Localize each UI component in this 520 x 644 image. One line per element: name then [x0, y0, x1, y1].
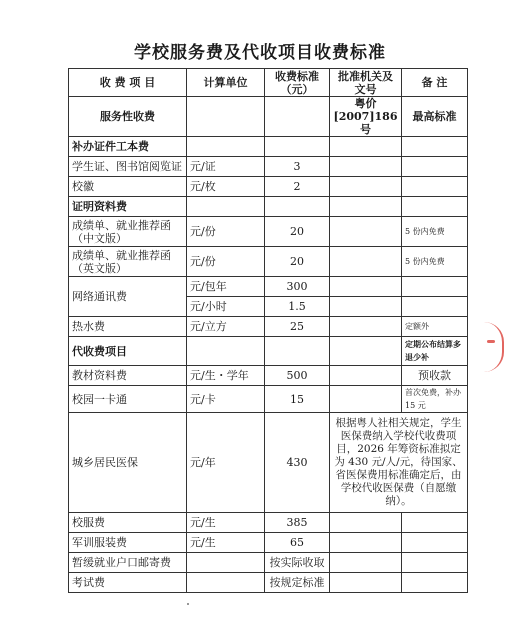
- row-standard: 3: [265, 157, 330, 177]
- row-item: 学生证、图书馆阅览证: [69, 157, 187, 177]
- row-standard: 2: [265, 177, 330, 197]
- row-item: 网络通讯费: [69, 277, 187, 317]
- row-unit: 元/份: [187, 247, 265, 277]
- document-title: 学校服务费及代收项目收费标准: [134, 43, 386, 63]
- table-row: [69, 317, 468, 337]
- table-row: [69, 413, 468, 513]
- service-row: [69, 97, 468, 137]
- section-proxy: 代收费项目: [69, 337, 187, 366]
- table-row: [69, 386, 468, 413]
- service-label: 服务性收费: [69, 97, 187, 137]
- row-item: 考试费: [69, 573, 187, 593]
- row-unit: 元/立方: [187, 317, 265, 337]
- row-unit: 元/生・学年: [187, 366, 265, 386]
- table-row: [69, 277, 468, 297]
- row-standard: 300: [265, 277, 330, 297]
- section-proxy-note: 定期公布结算多退少补: [402, 337, 468, 366]
- section-row: [69, 337, 468, 366]
- row-standard: 20: [265, 217, 330, 247]
- header-remark: 备 注: [402, 69, 468, 97]
- row-unit: 元/小时: [187, 297, 265, 317]
- row-unit: 元/卡: [187, 386, 265, 413]
- header-approval: 批准机关及文号: [330, 69, 402, 97]
- row-item: 校服费: [69, 513, 187, 533]
- row-standard: 25: [265, 317, 330, 337]
- row-item: 校园一卡通: [69, 386, 187, 413]
- header-row: [69, 69, 468, 97]
- row-remark: 5 份内免费: [402, 247, 468, 277]
- table-row: [69, 513, 468, 533]
- table-row: [69, 533, 468, 553]
- table-row: [69, 177, 468, 197]
- section-row: [69, 137, 468, 157]
- table-row: [69, 553, 468, 573]
- row-item: 暂缓就业户口邮寄费: [69, 553, 187, 573]
- row-remark: 首次免费，补办 15 元: [402, 386, 468, 413]
- row-standard: 1.5: [265, 297, 330, 317]
- header-item: 收 费 项 目: [69, 69, 187, 97]
- service-approval: 粤价[2007]186 号: [330, 97, 402, 137]
- row-item: 军训服装费: [69, 533, 187, 553]
- row-item: 教材资料费: [69, 366, 187, 386]
- row-item: 成绩单、就业推荐函（中文版）: [69, 217, 187, 247]
- section-certificates: 证明资料费: [69, 197, 187, 217]
- header-unit: 计算单位: [187, 69, 265, 97]
- row-remark: 预收款: [402, 366, 468, 386]
- row-standard: 500: [265, 366, 330, 386]
- insurance-note: 根据粤人社相关规定，学生医保费纳入学校代收费项目，2026 年筹资标准拟定为 430 元/人/元，待国家、省医保费用标准确定后，由学校代收医保费（自愿缴纳）。: [330, 413, 468, 513]
- row-unit: 元/年: [187, 413, 265, 513]
- fee-table: [68, 68, 468, 593]
- row-item: 成绩单、就业推荐函（英文版）: [69, 247, 187, 277]
- row-standard: 按实际收取: [265, 553, 330, 573]
- page-mark: [187, 603, 189, 605]
- row-item: 校徽: [69, 177, 187, 197]
- row-remark: 5 份内免费: [402, 217, 468, 247]
- section-row: [69, 197, 468, 217]
- row-unit: 元/生: [187, 533, 265, 553]
- row-standard: 385: [265, 513, 330, 533]
- row-remark: 定额外: [402, 317, 468, 337]
- row-standard: 430: [265, 413, 330, 513]
- service-remark: 最高标准: [402, 97, 468, 137]
- table-row: [69, 247, 468, 277]
- row-standard: 65: [265, 533, 330, 553]
- row-unit: 元/包年: [187, 277, 265, 297]
- table-row: [69, 217, 468, 247]
- header-standard: 收费标准（元）: [265, 69, 330, 97]
- row-item: 热水费: [69, 317, 187, 337]
- red-seal-fragment: [484, 322, 504, 372]
- row-unit: 元/生: [187, 513, 265, 533]
- row-standard: 15: [265, 386, 330, 413]
- row-unit: 元/证: [187, 157, 265, 177]
- row-standard: 20: [265, 247, 330, 277]
- row-standard: 按规定标准: [265, 573, 330, 593]
- table-row: [69, 157, 468, 177]
- row-unit: 元/份: [187, 217, 265, 247]
- row-item: 城乡居民医保: [69, 413, 187, 513]
- section-supplementary: 补办证件工本费: [69, 137, 187, 157]
- table-row: [69, 366, 468, 386]
- table-row: [69, 573, 468, 593]
- row-unit: 元/枚: [187, 177, 265, 197]
